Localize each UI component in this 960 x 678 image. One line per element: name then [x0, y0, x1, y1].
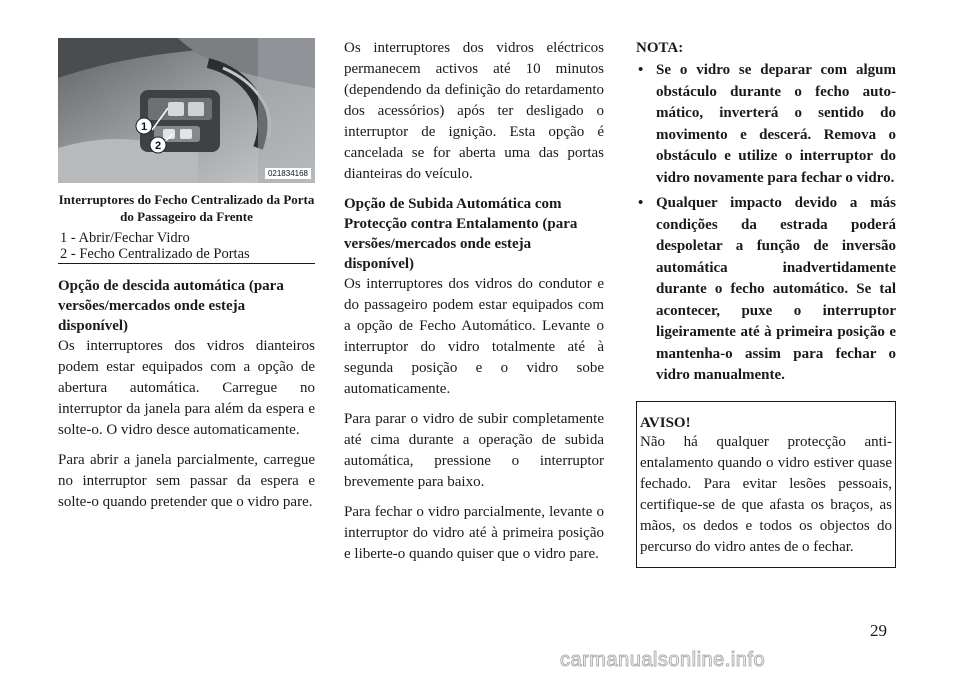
column-right: [636, 38, 896, 568]
figure-legend: [58, 230, 315, 264]
figure-caption: Interruptores do Fecho Centralizado da Porta do Passageiro da Frente: [58, 192, 315, 224]
auto-up-paragraph-2: Para parar o vidro de subir completamente até cima durante a operação de subida automática, pressione o interruptor brevemente para baixo.: [344, 411, 604, 490]
callout-1: 1: [140, 121, 148, 133]
door-switch-photo: [58, 38, 315, 183]
warning-title: AVISO!: [640, 414, 691, 431]
auto-up-paragraph-1: Os interruptores dos vidros do condutor e do passageiro podem estar equipados com a opção de Fecho Automático. Levante o interruptor do vidro totalmente até à segunda posição e o vidro sobe automaticamente.: [344, 276, 604, 397]
legend-item-2: 2 - Fecho Centralizado de Portas: [58, 246, 315, 264]
warning-body: Não há qualquer protecção anti-entalamento quando o vidro estiver quase fechado. Para evitar lesões pessoais, certifique-se de que afasta os braços, as mãos, os dedos e todos os objectos do percurso do vidro antes de o fechar.: [640, 433, 892, 555]
auto-down-heading: Opção de descida automática (para versões/mercados onde esteja disponível): [58, 278, 284, 334]
figure-code: 021834168: [265, 168, 311, 179]
column-left: [58, 38, 315, 513]
door-panel-illustration: [58, 38, 315, 183]
note-title: NOTA:: [636, 40, 684, 56]
page-number: 29: [870, 621, 887, 640]
legend-item-1: 1 - Abrir/Fechar Vidro: [60, 230, 190, 246]
note-item: • Se o vidro se deparar com algum obstáculo durante o fecho automático, inverterá o sentido do movimento e descerá. Remova o obstáculo e utilize o interruptor do vidro novamente para fechar o vidro.: [636, 60, 896, 189]
auto-down-paragraph-2: Para abrir a janela parcialmente, carregue no interruptor sem passar da espera e solte-o quando pretender que o vidro pare.: [58, 452, 315, 510]
auto-up-heading: Opção de Subida Automática com Protecção contra Entalamento (para versões/mercados onde esteja disponível): [344, 196, 578, 272]
note-list: [636, 60, 896, 387]
note-item: • Qualquer impacto devido a más condições da estrada poderá despoletar a função de inversão automática inadvertidamente durante o fecho automático. Se tal acontecer, puxe o interruptor ligeiramente até à primeira posição e mantenha-o assim para fechar o vidro manualmente.: [636, 193, 896, 387]
auto-down-paragraph-1: Os interruptores dos vidros dianteiros podem estar equipados com a opção de abertura automática. Carregue no interruptor da janela para além da espera e solte-o. O vidro desce automaticamente.: [58, 338, 315, 438]
auto-up-paragraph-3: Para fechar o vidro parcialmente, levante o interruptor do vidro até à primeira posição e liberte-o quando quiser que o vidro pare.: [344, 504, 604, 562]
warning-box: [636, 401, 896, 568]
watermark: carmanualsonline.info: [560, 649, 766, 671]
column-middle: [344, 38, 604, 565]
callout-2: 2: [154, 140, 162, 152]
power-windows-intro: Os interruptores dos vidros eléctricos permanecem activos até 10 minutos (dependendo da definição do retardamento dos acessórios) após ter desligado o interruptor de ignição. Esta opção é cancelada se for aberta uma das portas dianteiras do veículo.: [344, 40, 604, 182]
